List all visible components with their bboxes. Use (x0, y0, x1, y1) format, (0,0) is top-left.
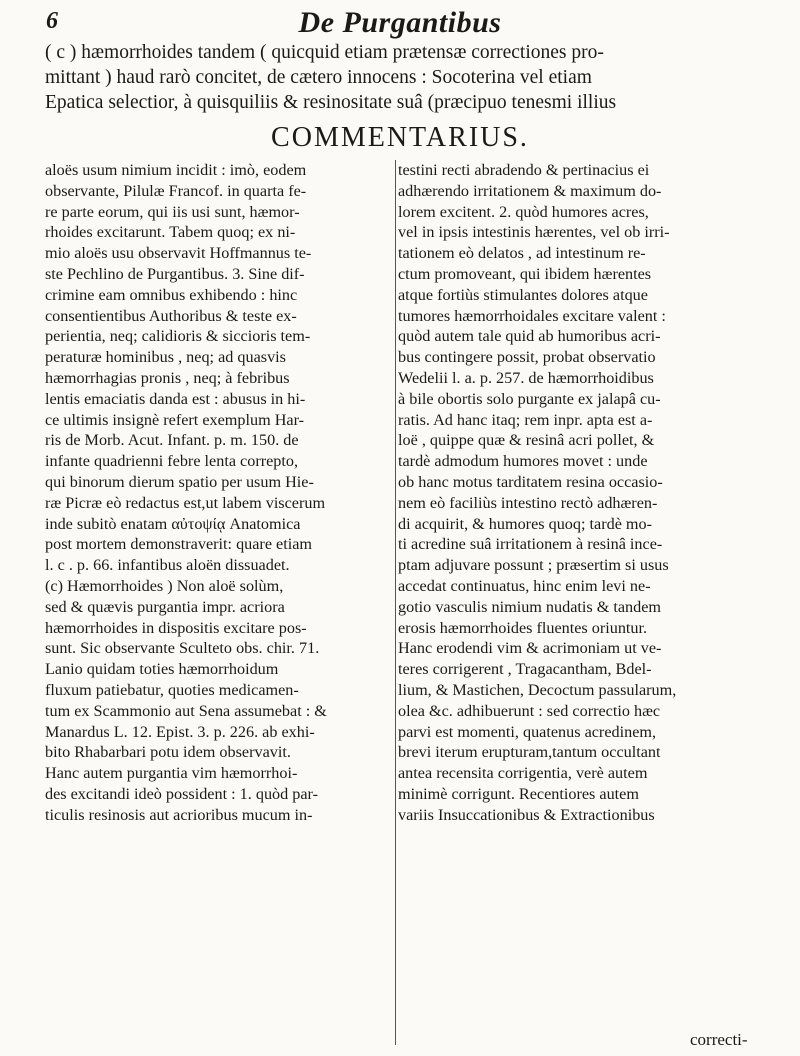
text-line: mio aloës usu observavit Hoffmannus te- (45, 244, 312, 263)
text-line: l. c . p. 66. infantibus aloën dissuadet. (45, 556, 290, 575)
text-line: antea recensita corrigentia, verè autem (398, 764, 648, 783)
text-line: bus contingere possit, probat observatio (398, 348, 656, 367)
text-line: Epatica selectior, à quisquiliis & resinositate suâ (præcipuo tenesmi illius (45, 92, 617, 113)
text-line: ticulis resinosis aut acrioribus mucum in- (45, 805, 313, 824)
page-header (20, 6, 780, 40)
text-line: rhoides excitarunt. Tabem quoq; ex ni- (45, 223, 296, 242)
text-line: Hanc autem purgantia vim hæmorrhoi- (45, 764, 298, 783)
text-line: accedat continuatus, hinc enim levi ne- (398, 576, 651, 595)
text-line: aloës usum nimium incidit : imò, eodem (45, 161, 307, 179)
text-line: hæmorrhoides in dispositis excitare pos- (45, 618, 307, 637)
text-line: testini recti abradendo & pertinacius ei (398, 161, 650, 179)
text-line: lentis emaciatis danda est : abusus in hi- (45, 389, 306, 408)
text-line: tumores hæmorrhoidales excitare valent : (398, 306, 666, 325)
running-title: De Purgantibus (298, 6, 502, 39)
right-column (398, 160, 773, 826)
text-line: post mortem demonstraverit: quare etiam (45, 535, 313, 554)
text-line: qui binorum dierum spatio per usum Hie- (45, 472, 314, 491)
text-line: mittant ) haud rarò concitet, de cætero innocens : Socoterina vel etiam (45, 67, 592, 88)
text-line: variis Insuccationibus & Extractionibus (398, 805, 655, 824)
text-line: erosis hæmorrhoides fluentes oriuntur. (398, 618, 648, 637)
text-line: tardè admodum humores movet : unde (398, 452, 648, 471)
text-line: fluxum patiebatur, quoties medicamen- (45, 680, 299, 699)
text-line: olea &c. adhibuerunt : sed correctio hæc (398, 701, 661, 720)
text-line: brevi iterum erupturam,tantum occultant (398, 743, 661, 762)
text-line: sunt. Sic observante Sculteto obs. chir. 71. (45, 639, 320, 658)
text-line: consentientibus Authoribus & teste ex- (45, 306, 297, 325)
text-line: ste Pechlino de Purgantibus. 3. Sine dif- (45, 264, 305, 283)
text-line: tum ex Scammonio aut Sena assumebat : & (45, 701, 327, 720)
text-line: re parte eorum, qui iis usi sunt, hæmor- (45, 202, 300, 221)
text-line: ratis. Ad hanc itaq; rem inpr. apta est a- (398, 410, 653, 429)
text-line: adhærendo irritationem & maximum do- (398, 181, 662, 200)
text-line: parvi est momenti, quatenus acredinem, (398, 722, 657, 741)
text-line: quòd autem tale quid ab humoribus acri- (398, 327, 661, 346)
text-line: ris de Morb. Acut. Infant. p. m. 150. de (45, 431, 299, 450)
text-line: bito Rhabarbari potu idem observavit. (45, 743, 291, 762)
text-line: Manardus L. 12. Epist. 3. p. 226. ab exhi- (45, 722, 315, 741)
text-line: Hanc erodendi vim & acrimoniam ut ve- (398, 639, 662, 658)
text-line: crimine eam omnibus exhibendo : hinc (45, 285, 298, 304)
text-line: des excitandi ideò possident : 1. quòd par- (45, 784, 319, 803)
column-divider (395, 160, 396, 1045)
text-line: tationem eò delatos , ad intestinum re- (398, 244, 646, 263)
text-line: teres corrigerent , Tragacantham, Bdel- (398, 660, 652, 679)
text-line: (c) Hæmorrhoides ) Non aloë solùm, (45, 576, 284, 595)
text-line: di acquirit, & humores quoq; tardè mo- (398, 514, 652, 533)
text-line: lium, & Mastichen, Decoctum passularum, (398, 680, 677, 699)
page-number: 6 (46, 8, 58, 34)
text-line: nem eò faciliùs intestino rectò adhæren- (398, 493, 658, 512)
text-line: ob hanc motus tarditatem resina occasio- (398, 472, 663, 491)
text-line: ce ultimis insignè refert exemplum Har- (45, 410, 305, 429)
text-line: sed & quævis purgantia impr. acriora (45, 597, 285, 616)
section-heading: COMMENTARIUS. (271, 122, 529, 153)
text-line: loë , quippe quæ & resinâ acri pollet, & (398, 431, 655, 450)
text-line: infante quadrienni febre lenta correpto, (45, 452, 299, 471)
text-line: Lanio quidam toties hæmorrhoidum (45, 660, 279, 679)
text-line: ptam adjuvare possunt ; præsertim si usus (398, 556, 669, 575)
text-line: perientia, neq; calidioris & siccioris tem- (45, 327, 311, 346)
text-line: ctum promoveant, qui ibidem hærentes (398, 264, 652, 283)
text-line: vel in ipsis intestinis hærentes, vel ob irri- (398, 223, 670, 242)
text-line: ræ Picræ eò redactus est,ut labem viscerum (45, 493, 326, 512)
text-line: lorem excitent. 2. quòd humores acres, (398, 202, 649, 221)
text-line: ti acredine suâ irritationem à resinâ ince- (398, 535, 663, 554)
text-line: gotio vasculis nimium nudatis & tandem (398, 597, 662, 616)
text-line: hæmorrhagias pronis , neq; à febribus (45, 368, 290, 387)
left-column (45, 160, 393, 826)
top-paragraph (45, 40, 765, 115)
text-line: à bile obortis solo purgante ex jalapâ cu- (398, 389, 661, 408)
text-line: Wedelii l. a. p. 257. de hæmorrhoidibus (398, 368, 654, 387)
text-line: atque fortiùs stimulantes dolores atque (398, 285, 648, 304)
text-line: ( c ) hæmorrhoides tandem ( quicquid etiam prætensæ correctiones pro- (45, 42, 604, 63)
text-line: peraturæ hominibus , neq; ad quasvis (45, 348, 286, 367)
text-line: inde subitò enatam αὐτοψίᾳ Anatomica (45, 514, 301, 533)
text-line: observante, Pilulæ Francof. in quarta fe- (45, 181, 307, 200)
text-line: minimè corrigunt. Recentiores autem (398, 784, 639, 803)
two-column-text (45, 160, 775, 1050)
catchword: correcti- (690, 1030, 748, 1049)
